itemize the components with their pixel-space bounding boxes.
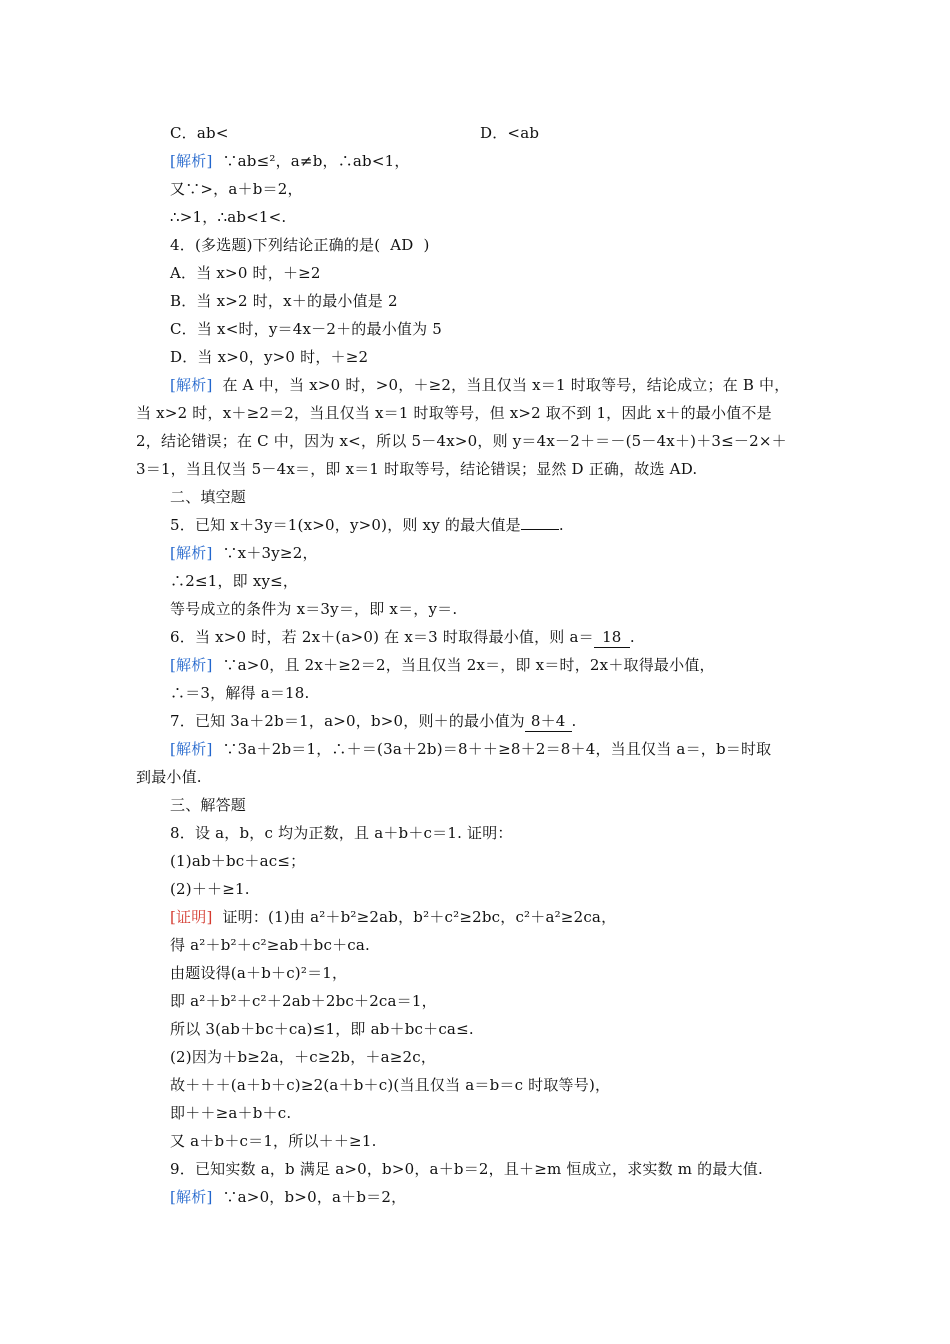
text-line: (2)因为＋b≥2a，＋c≥2b，＋a≥2c， bbox=[170, 1048, 437, 1066]
question-5 bbox=[170, 515, 564, 535]
question-7 bbox=[170, 711, 577, 732]
text-line: ∴＝3，解得 a＝18. bbox=[170, 684, 310, 702]
proof-line bbox=[170, 907, 616, 927]
option-c: C．当 x<时，y＝4x－2＋的最小值为 5 bbox=[170, 320, 443, 338]
line-text: 证明：(1)由 a²＋b²≥2ab，b²＋c²≥2bc，c²＋a²≥2ca， bbox=[222, 908, 617, 926]
sub-question: (1)ab＋bc＋ac≤； bbox=[170, 852, 306, 870]
question-text: 6．当 x>0 时，若 2x＋(a>0) 在 x＝3 时取得最小值，则 a＝ bbox=[170, 628, 594, 646]
option-a: A．当 x>0 时，＋≥2 bbox=[170, 264, 321, 282]
text-line: 所以 3(ab＋bc＋ca)≤1，即 ab＋bc＋ca≤. bbox=[170, 1020, 474, 1038]
analysis-line bbox=[170, 151, 410, 171]
question-4 bbox=[170, 235, 430, 255]
section-heading: 二、填空题 bbox=[170, 488, 247, 506]
text-line: 即＋＋≥a＋b＋c. bbox=[170, 1104, 292, 1122]
line-text: ∵x＋3y≥2， bbox=[222, 544, 318, 562]
question-8: 8．设 a，b，c 均为正数，且 a＋b＋c＝1. 证明： bbox=[170, 824, 513, 842]
answer-underline: 8＋4 bbox=[525, 711, 572, 732]
question-text: 4．(多选题)下列结论正确的是( bbox=[170, 236, 381, 254]
analysis-tag: [解析] bbox=[170, 152, 213, 170]
text-line: 当 x>2 时，x＋≥2＝2，当且仅当 x＝1 时取等号，但 x>2 取不到 1，因此 x＋的最小值不是 bbox=[136, 404, 772, 422]
analysis-tag: [解析] bbox=[170, 1188, 213, 1206]
analysis-line bbox=[170, 375, 789, 395]
text-line: 又 a＋b＋c＝1，所以＋＋≥1. bbox=[170, 1132, 377, 1150]
line-text: ∵a>0，且 2x＋≥2＝2，当且仅当 2x＝，即 x＝时，2x＋取得最小值， bbox=[222, 656, 715, 674]
text-line: 到最小值. bbox=[136, 768, 202, 786]
line-text: 在 A 中，当 x>0 时，>0，＋≥2，当且仅当 x＝1 时取等号，结论成立；在 B 中， bbox=[222, 376, 790, 394]
question-text: . bbox=[571, 712, 577, 730]
text-line: 即 a²＋b²＋c²＋2ab＋2bc＋2ca＝1， bbox=[170, 992, 437, 1010]
line-text: ∵ab≤²，a≠b，∴ab<1， bbox=[222, 152, 410, 170]
analysis-line bbox=[170, 655, 715, 675]
answer-text: AD bbox=[390, 236, 414, 254]
analysis-tag: [解析] bbox=[170, 376, 213, 394]
analysis-line bbox=[170, 543, 318, 563]
text-line: 故＋＋＋(a＋b＋c)≥2(a＋b＋c)(当且仅当 a＝b＝c 时取等号)， bbox=[170, 1076, 611, 1094]
answer-underline: 18 bbox=[594, 627, 630, 648]
question-text: . bbox=[629, 628, 635, 646]
analysis-line bbox=[170, 1187, 406, 1207]
section-heading: 三、解答题 bbox=[170, 796, 247, 814]
text-line: 等号成立的条件为 x＝3y＝，即 x＝，y＝. bbox=[170, 600, 458, 618]
line-text: ∵3a＋2b＝1，∴＋＝(3a＋2b)＝8＋＋≥8＋2＝8＋4，当且仅当 a＝，b＝时取 bbox=[222, 740, 772, 758]
line-text: ∵a>0，b>0，a＋b＝2， bbox=[222, 1188, 407, 1206]
text-line: 3＝1，当且仅当 5－4x＝，即 x＝1 时取等号，结论错误；显然 D 正确，故选 AD. bbox=[136, 460, 698, 478]
option-d: D．当 x>0，y>0 时，＋≥2 bbox=[170, 348, 369, 366]
text-line: ∴>1，∴ab<1<. bbox=[170, 208, 287, 226]
proof-tag: [证明] bbox=[170, 908, 213, 926]
sub-question: (2)＋＋≥1. bbox=[170, 880, 250, 898]
answer-blank bbox=[521, 515, 559, 530]
text-line: 又∵>，a＋b＝2， bbox=[170, 180, 303, 198]
text-line: 得 a²＋b²＋c²≥ab＋bc＋ca. bbox=[170, 936, 370, 954]
question-9: 9．已知实数 a，b 满足 a>0，b>0，a＋b＝2，且＋≥m 恒成立，求实数 m 的最大值. bbox=[170, 1160, 763, 1178]
analysis-tag: [解析] bbox=[170, 740, 213, 758]
question-6 bbox=[170, 627, 635, 648]
question-text: 7．已知 3a＋2b＝1，a>0，b>0，则＋的最小值为 bbox=[170, 712, 525, 730]
analysis-line bbox=[170, 739, 771, 759]
analysis-tag: [解析] bbox=[170, 656, 213, 674]
text-line: 2，结论错误；在 C 中，因为 x<，所以 5－4x>0，则 y＝4x－2＋＝－(5－4x＋)＋3≤－2×＋ bbox=[136, 432, 787, 450]
text-line: 由题设得(a＋b＋c)²＝1， bbox=[170, 964, 348, 982]
option-c: C．ab< bbox=[170, 124, 229, 142]
text-line: ∴2≤1，即 xy≤， bbox=[170, 572, 299, 590]
option-d: D．<ab bbox=[480, 124, 540, 142]
question-text: . bbox=[558, 516, 564, 534]
question-text: ) bbox=[423, 236, 430, 254]
option-b: B．当 x>2 时，x＋的最小值是 2 bbox=[170, 292, 398, 310]
question-text: 5．已知 x＋3y＝1(x>0，y>0)，则 xy 的最大值是 bbox=[170, 516, 521, 534]
analysis-tag: [解析] bbox=[170, 544, 213, 562]
